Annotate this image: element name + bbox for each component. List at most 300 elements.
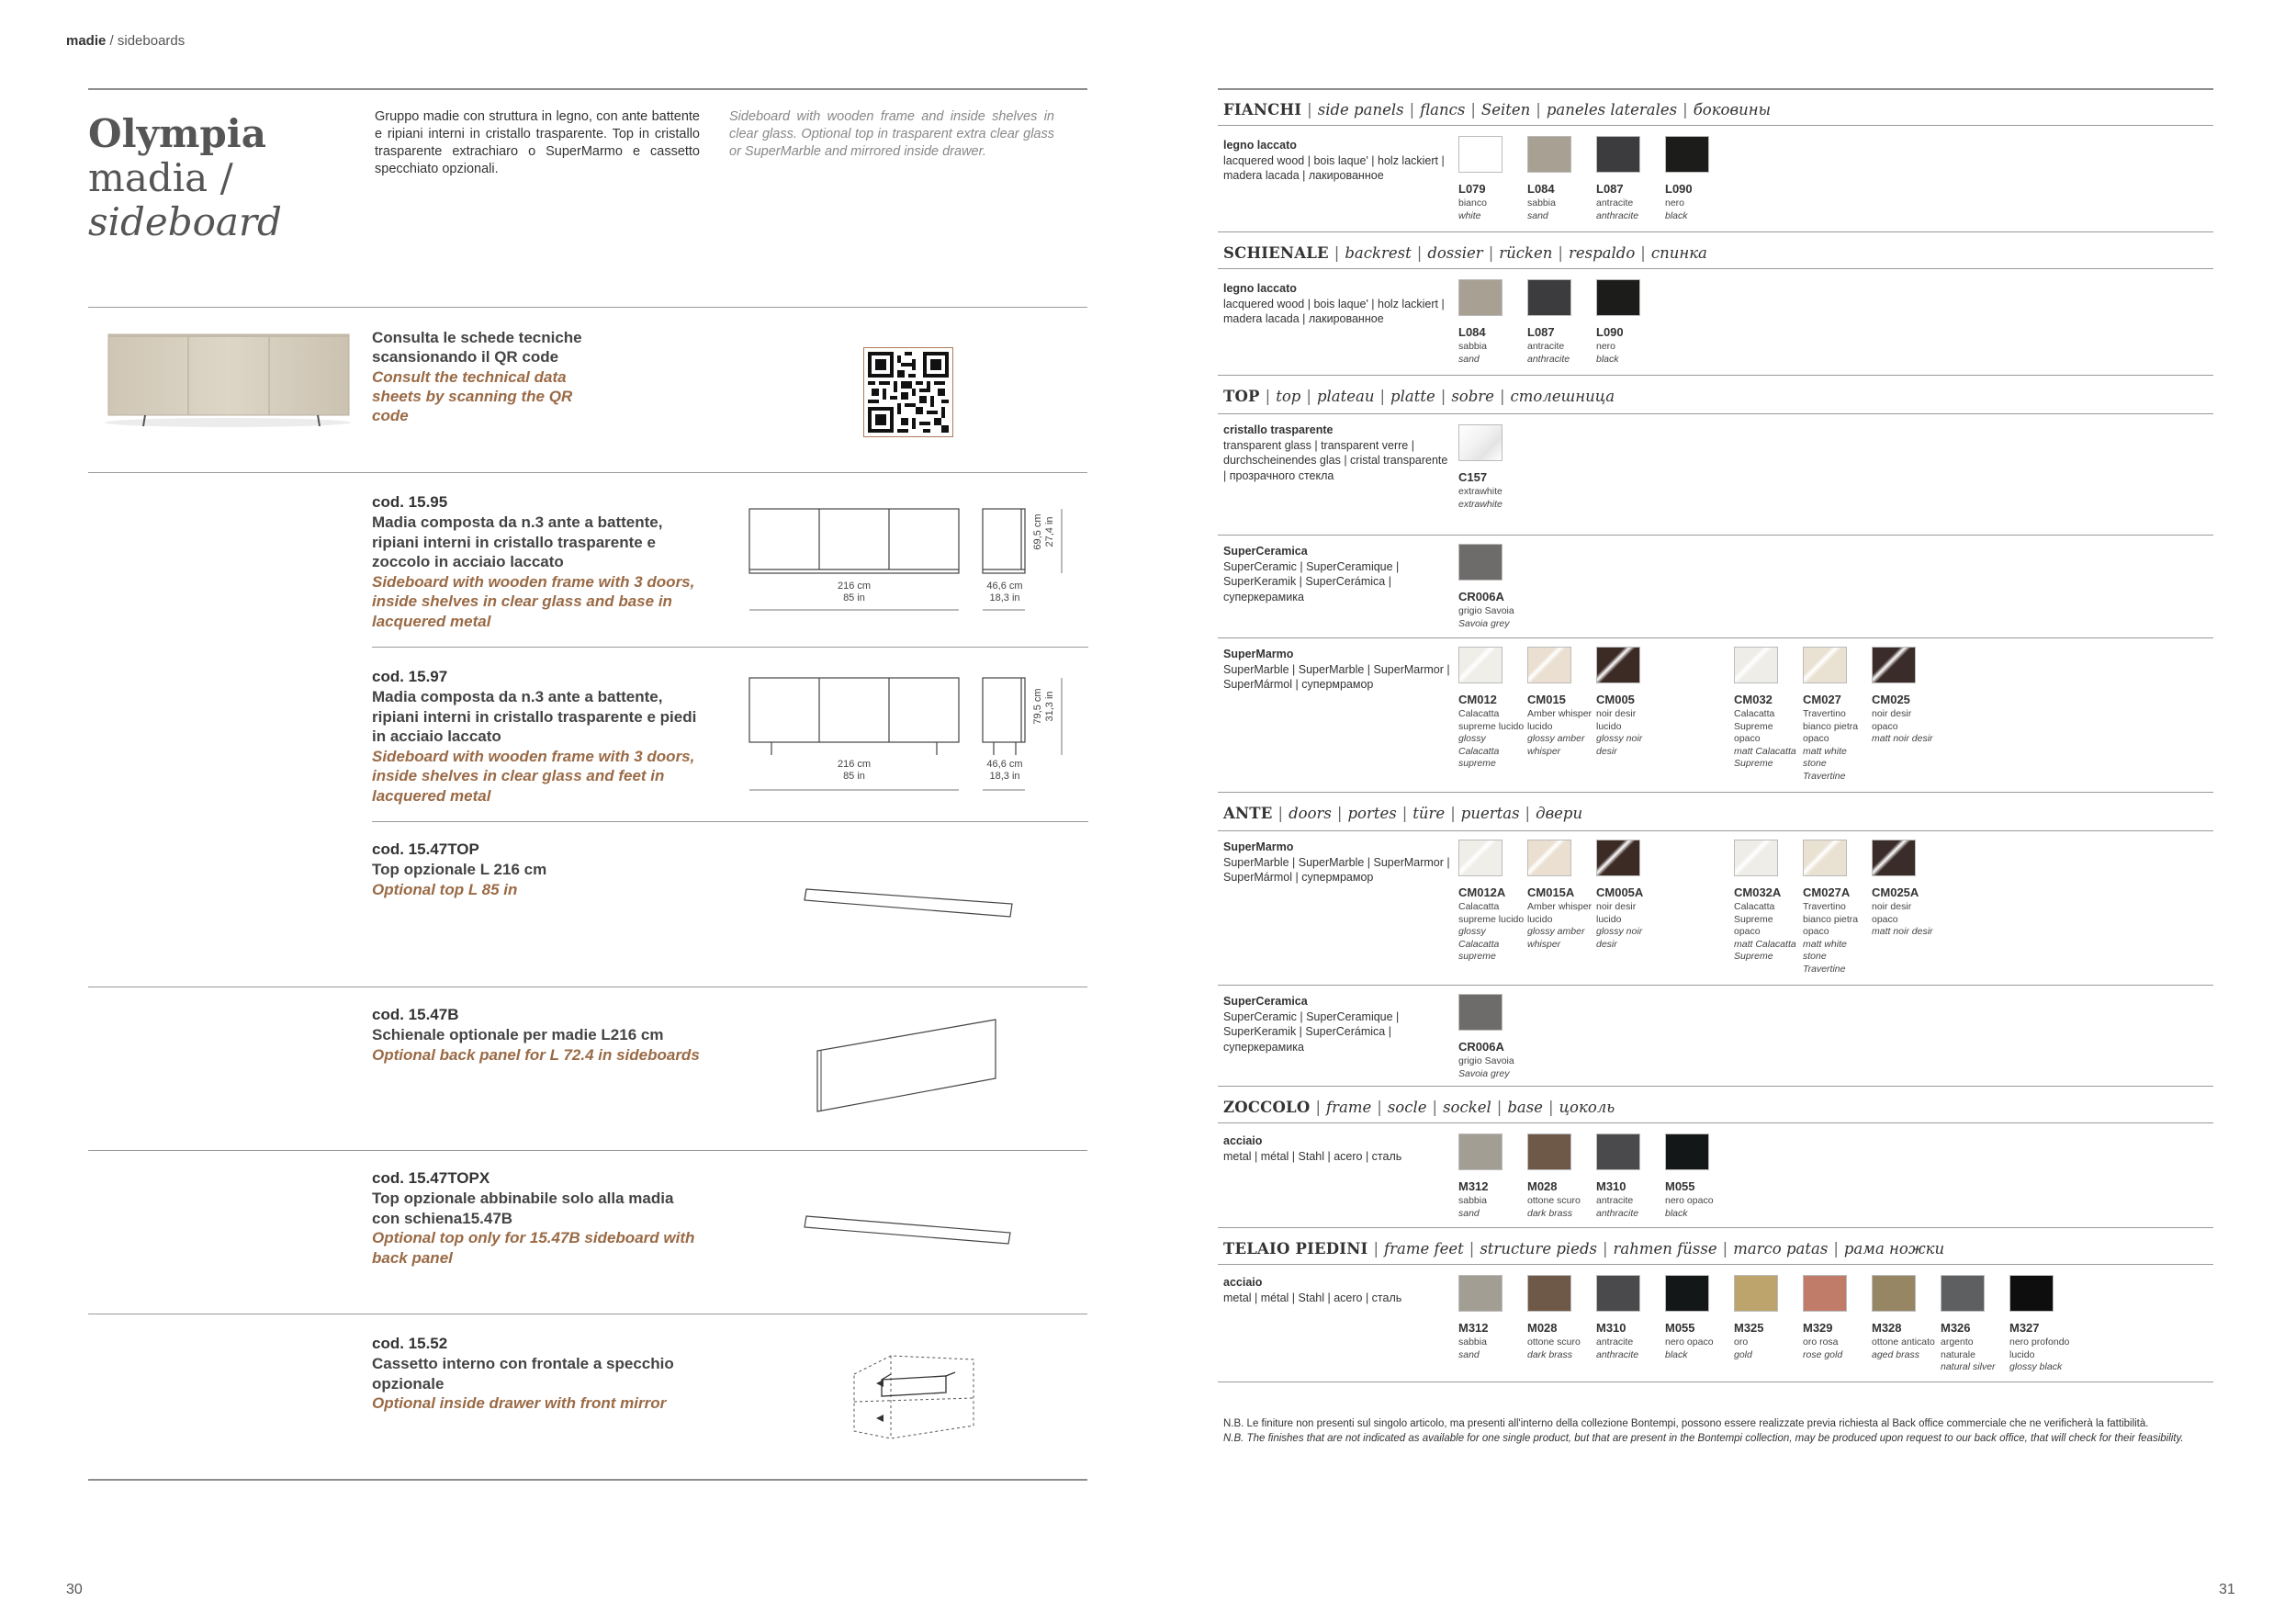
- finish-label: [1596, 901, 1662, 951]
- product-code: cod. 15.52: [372, 1335, 448, 1352]
- finish-label: [1803, 901, 1869, 976]
- finish-label: [1872, 708, 1938, 746]
- qr-caption-italian: Consulta le schede tecniche scansionando il QR code: [372, 329, 582, 366]
- finish-swatch-cm025[interactable]: [1872, 647, 1916, 683]
- material-acciaio: [1223, 1275, 1453, 1305]
- finish-label: [1665, 197, 1731, 222]
- finish-label-italian: sabbia: [1527, 197, 1556, 209]
- dim-depth-in: 18,3 in: [989, 771, 1020, 782]
- product-item-1547topx: [372, 1168, 703, 1268]
- finish-code: CM025A: [1872, 885, 1919, 899]
- section-title-es: marco patas: [1733, 1240, 1829, 1257]
- finish-label-english: matt noir desir: [1872, 926, 1933, 937]
- finish-code: L090: [1665, 182, 1693, 196]
- dim-height-in: 27,4 in: [1044, 516, 1055, 547]
- finish-label: [1527, 901, 1593, 951]
- section-divider: [1218, 1227, 2213, 1228]
- drawing-top-panel: [799, 882, 1019, 924]
- material-name: acciaio: [1223, 1134, 1263, 1147]
- finish-code: M312: [1458, 1321, 1489, 1335]
- finish-swatch-m328[interactable]: [1872, 1275, 1916, 1312]
- finish-code: CM012: [1458, 693, 1497, 706]
- finish-code: CM032: [1734, 693, 1773, 706]
- finish-code: M028: [1527, 1321, 1558, 1335]
- finish-code: L087: [1596, 182, 1624, 196]
- material-name: legno laccato: [1223, 282, 1297, 295]
- product-description: Madia composta da n.3 ante a battente, ripiani interni in cristallo trasparente e zoccolo in acciaio laccato: [372, 513, 663, 570]
- material-translations: SuperMarble | SuperMarble | SuperMarmor | SuperMármol | супермрамор: [1223, 855, 1450, 884]
- product-description: Cassetto interno con frontale a specchio opzionale: [372, 1355, 674, 1393]
- finish-swatch-m055[interactable]: [1665, 1133, 1709, 1170]
- qr-code-icon: [868, 352, 949, 433]
- product-description-english: Sideboard with wooden frame with 3 doors, inside shelves in clear glass and feet in lacquered metal: [372, 747, 695, 805]
- finish-label-english: anthracite: [1596, 1348, 1639, 1360]
- section-divider: [88, 472, 1087, 473]
- finish-label-english: matt Calacatta Supreme: [1734, 745, 1796, 769]
- section-title-fr: portes: [1347, 805, 1397, 822]
- section-title-fianchi: FIANCHI | side panels | flancs | Seiten | paneles laterales | боковины: [1223, 101, 1772, 118]
- page-number-right: 31: [2219, 1582, 2235, 1597]
- section-divider: [1218, 1264, 2213, 1265]
- finish-label-italian: ottone anticato: [1872, 1336, 1935, 1348]
- section-title-main: TOP: [1223, 388, 1260, 405]
- section-title-en: top: [1276, 388, 1301, 405]
- material-translations: metal | métal | Stahl | acero | сталь: [1223, 1291, 1402, 1304]
- finish-swatch-cm012a[interactable]: [1458, 840, 1503, 876]
- finish-swatch-cm032a[interactable]: [1734, 840, 1778, 876]
- finish-swatch-l090[interactable]: [1665, 136, 1709, 173]
- section-title-es: puertas: [1460, 805, 1520, 822]
- section-title-es: respaldo: [1568, 244, 1636, 262]
- section-divider: [1218, 985, 2213, 986]
- product-item-1597: [372, 667, 703, 806]
- finish-label-italian: grigio Savoia: [1458, 605, 1514, 616]
- finish-label-english: glossy black: [2009, 1361, 2063, 1372]
- finish-label: [1803, 1336, 1869, 1361]
- finish-label-italian: ottone scuro: [1527, 1195, 1581, 1206]
- finish-label-italian: Amber whisper lucido: [1527, 708, 1593, 732]
- finish-swatch-m310[interactable]: [1596, 1275, 1640, 1312]
- sideboard-photo: [101, 327, 355, 430]
- finish-label-italian: nero profondo lucido: [2009, 1336, 2070, 1360]
- material-name: SuperMarmo: [1223, 840, 1294, 853]
- finish-label: [1596, 197, 1662, 222]
- intro-italian: Gruppo madie con struttura in legno, con ante battente e ripiani interni in cristallo trasparente. Top in cristallo trasparente extrachiaro o SuperMarmo e cassetto specchiato opzionali.: [375, 109, 700, 176]
- page-number-left: 30: [66, 1582, 83, 1597]
- finish-label-english: glossy amber whisper: [1527, 733, 1585, 757]
- dim-height-cm: 79,5 cm: [1032, 688, 1043, 725]
- finish-swatch-cm012[interactable]: [1458, 647, 1503, 683]
- qr-code[interactable]: [863, 347, 953, 437]
- finish-label-italian: noir desir lucido: [1596, 901, 1637, 925]
- dim-depth-1597: [977, 759, 1032, 783]
- finish-swatch-cm027[interactable]: [1803, 647, 1847, 683]
- finish-code: L087: [1527, 325, 1555, 339]
- finish-label: [1872, 901, 1938, 939]
- dim-depth-in: 18,3 in: [989, 592, 1020, 603]
- finish-label-english: aged brass: [1872, 1348, 1919, 1360]
- finish-label-english: anthracite: [1527, 353, 1570, 365]
- finish-swatch-cm025a[interactable]: [1872, 840, 1916, 876]
- finish-swatch-cm015a[interactable]: [1527, 840, 1571, 876]
- section-title-ru: спинка: [1650, 244, 1707, 262]
- dim-height-in: 31,3 in: [1044, 691, 1055, 722]
- section-title-ante: ANTE | doors | portes | türe | puertas | двери: [1223, 805, 1583, 822]
- finish-code: CM012A: [1458, 885, 1506, 899]
- section-title-zoccolo: ZOCCOLO | frame | socle | sockel | base | цоколь: [1223, 1099, 1615, 1116]
- finish-label-italian: nero opaco: [1665, 1336, 1714, 1348]
- finish-code: C157: [1458, 470, 1488, 484]
- bottom-divider: [88, 1479, 1087, 1481]
- finish-code: CM005A: [1596, 885, 1644, 899]
- section-title-top: TOP | top | plateau | platte | sobre | столешница: [1223, 388, 1615, 405]
- section-divider: [1218, 375, 2213, 376]
- finish-code: CM032A: [1734, 885, 1782, 899]
- product-description: Top opzionale L 216 cm: [372, 861, 547, 878]
- finish-swatch-cm032[interactable]: [1734, 647, 1778, 683]
- finish-label-english: glossy Calacatta supreme: [1458, 733, 1500, 769]
- finish-label-english: anthracite: [1596, 209, 1639, 221]
- finish-code: M055: [1665, 1321, 1695, 1335]
- page-title: [88, 112, 282, 244]
- finish-label-english: matt noir desir: [1872, 733, 1933, 744]
- section-title-de: rücken: [1499, 244, 1553, 262]
- finish-label-english: Savoia grey: [1458, 617, 1510, 629]
- dim-width-cm: 216 cm: [837, 759, 872, 770]
- section-title-fr: dossier: [1427, 244, 1483, 262]
- finish-label-italian: sabbia: [1458, 1336, 1487, 1348]
- product-code: cod. 15.97: [372, 668, 448, 685]
- breadcrumb: [66, 33, 185, 49]
- section-title-es: paneles laterales: [1546, 101, 1678, 118]
- finish-label: [1734, 901, 1800, 964]
- finish-code: L079: [1458, 182, 1486, 196]
- finish-label-italian: Travertino bianco pietra opaco: [1803, 901, 1859, 937]
- footnote-english: N.B. The finishes that are not indicated as available for one single product, but that are present in the Bontempi collection, may be produced upon request to our back office, that will check for their feasibility.: [1223, 1433, 2184, 1444]
- finish-label-italian: bianco: [1458, 197, 1487, 209]
- finish-label: [1527, 341, 1593, 366]
- finish-label: [1458, 1336, 1525, 1361]
- section-title-de: rahmen füsse: [1613, 1240, 1717, 1257]
- drawing-top-panel-x: [799, 1211, 1019, 1251]
- finish-label-english: sand: [1458, 353, 1480, 365]
- finish-label-italian: extrawhite: [1458, 486, 1503, 497]
- finish-code: M310: [1596, 1321, 1626, 1335]
- finish-code: M327: [2009, 1321, 2040, 1335]
- finish-swatch-l079[interactable]: [1458, 136, 1503, 173]
- section-title-ru: двери: [1536, 805, 1583, 822]
- finish-code: L090: [1596, 325, 1624, 339]
- finish-swatch-m327[interactable]: [2009, 1275, 2054, 1312]
- finish-label-english: sand: [1458, 1207, 1480, 1219]
- section-title-en: doors: [1289, 805, 1332, 822]
- dim-height-1597: [1032, 674, 1056, 739]
- section-divider: [1218, 535, 2213, 536]
- finish-code: M326: [1941, 1321, 1971, 1335]
- dim-height-cm: 69,5 cm: [1032, 513, 1043, 550]
- section-divider: [1218, 1122, 2213, 1123]
- title-line-2: madia /: [88, 155, 233, 200]
- intro-english: Sideboard with wooden frame and inside shelves in clear glass. Optional top in trasparent extra clear glass or SuperMarble and mirrored inside drawer.: [729, 109, 1054, 159]
- section-title-en: side panels: [1317, 101, 1404, 118]
- finish-label-english: glossy noir desir: [1596, 926, 1643, 950]
- material-name: acciaio: [1223, 1276, 1263, 1289]
- finish-swatch-l084[interactable]: [1458, 279, 1503, 316]
- section-title-main: SCHIENALE: [1223, 244, 1329, 262]
- section-divider: [1218, 1086, 2213, 1087]
- section-title-en: frame: [1326, 1099, 1372, 1116]
- material-name: cristallo trasparente: [1223, 423, 1334, 436]
- material-superceramica: [1223, 994, 1453, 1054]
- finish-label-italian: sabbia: [1458, 1195, 1487, 1206]
- finish-label: [1458, 1195, 1525, 1220]
- finish-label-english: dark brass: [1527, 1207, 1573, 1219]
- section-title-ru: боковины: [1693, 101, 1772, 118]
- finish-label: [2009, 1336, 2076, 1374]
- section-divider: [1218, 268, 2213, 269]
- material-translations: SuperCeramic | SuperCeramique | SuperKeramik | SuperCerámica | суперкерамика: [1223, 1009, 1400, 1054]
- dim-width-in: 85 in: [843, 592, 865, 603]
- finish-swatch-l090[interactable]: [1596, 279, 1640, 316]
- finish-label-italian: argento naturale: [1941, 1336, 1975, 1360]
- section-title-de: Seiten: [1480, 101, 1531, 118]
- finish-label-italian: antracite: [1596, 1336, 1634, 1348]
- finish-label-italian: Travertino bianco pietra opaco: [1803, 708, 1859, 744]
- material-legno-laccato: [1223, 138, 1453, 184]
- finish-label-italian: Amber whisper lucido: [1527, 901, 1593, 925]
- finish-swatch-m028[interactable]: [1527, 1133, 1571, 1170]
- material-acciaio: [1223, 1133, 1453, 1164]
- product-item-1547b: [372, 1005, 703, 1065]
- finish-label: [1458, 605, 1525, 630]
- finish-code: CM025: [1872, 693, 1910, 706]
- section-title-main: TELAIO PIEDINI: [1223, 1240, 1368, 1257]
- section-title-es: sobre: [1451, 388, 1494, 405]
- finish-label: [1527, 708, 1593, 758]
- finish-swatch-m055[interactable]: [1665, 1275, 1709, 1312]
- breadcrumb-subcategory: / sideboards: [106, 33, 186, 49]
- finish-label-english: matt white stone Travertine: [1803, 938, 1847, 975]
- section-title-ru: рама ножки: [1843, 1240, 1945, 1257]
- finish-label: [1596, 341, 1662, 366]
- finish-code: CM015A: [1527, 885, 1575, 899]
- finish-label: [1527, 1195, 1593, 1220]
- finish-code: CM015: [1527, 693, 1566, 706]
- material-translations: lacquered wood | bois laque' | holz lackiert | madera lacada | лакированное: [1223, 153, 1445, 182]
- finish-label: [1941, 1336, 2007, 1374]
- finish-label-italian: Calacatta Supreme opaco: [1734, 901, 1775, 937]
- product-description-english: Optional back panel for L 72.4 in sideboards: [372, 1045, 700, 1064]
- section-divider: [1218, 792, 2213, 793]
- finish-code: M312: [1458, 1179, 1489, 1193]
- dim-height-1595: [1032, 500, 1056, 564]
- section-title-en: backrest: [1345, 244, 1412, 262]
- product-description: Madia composta da n.3 ante a battente, ripiani interni in cristallo trasparente e piedi in acciaio laccato: [372, 688, 697, 745]
- product-item-1595: [372, 492, 703, 631]
- finish-label-english: anthracite: [1596, 1207, 1639, 1219]
- dim-width-1595: [808, 581, 900, 604]
- material-translations: SuperCeramic | SuperCeramique | SuperKeramik | SuperCerámica | суперкерамика: [1223, 559, 1400, 603]
- finish-label: [1527, 197, 1593, 222]
- finish-label-italian: noir desir opaco: [1872, 901, 1912, 925]
- finish-swatch-l084[interactable]: [1527, 136, 1571, 173]
- finish-code: L084: [1458, 325, 1486, 339]
- item-divider: [88, 1150, 1087, 1151]
- finish-label-italian: nero: [1665, 197, 1685, 209]
- finish-code: CM005: [1596, 693, 1635, 706]
- finish-label-english: glossy Calacatta supreme: [1458, 926, 1500, 962]
- product-description-english: Optional top only for 15.47B sideboard with back panel: [372, 1229, 695, 1267]
- finish-label: [1458, 1055, 1525, 1080]
- finish-label: [1458, 901, 1525, 964]
- section-divider: [1218, 413, 2213, 414]
- finish-label-italian: nero: [1596, 341, 1616, 352]
- product-description-english: Sideboard with wooden frame with 3 doors, inside shelves in clear glass and base in lacquered metal: [372, 572, 695, 630]
- material-name: SuperCeramica: [1223, 995, 1308, 1008]
- finish-label: [1527, 1336, 1593, 1361]
- finish-label-english: black: [1665, 1348, 1688, 1360]
- finish-label: [1458, 197, 1525, 222]
- finish-label: [1596, 708, 1662, 758]
- dim-depth-1595: [977, 581, 1032, 604]
- material-translations: metal | métal | Stahl | acero | сталь: [1223, 1149, 1402, 1163]
- finish-swatch-m326[interactable]: [1941, 1275, 1985, 1312]
- breadcrumb-category[interactable]: madie: [66, 33, 107, 49]
- finish-label-italian: oro: [1734, 1336, 1749, 1348]
- footnote-italian: N.B. Le finiture non presenti sul singolo articolo, ma presenti all'interno della collezione Bontempi, possono essere realizzate previa richiesta al Back office commerciale che ne verificherà la fattibilità.: [1223, 1418, 2149, 1429]
- finish-label: [1665, 1195, 1731, 1220]
- finish-label-italian: Calacatta supreme lucido: [1458, 708, 1525, 732]
- finish-swatch-m028[interactable]: [1527, 1275, 1571, 1312]
- material-translations: SuperMarble | SuperMarble | SuperMarmor | SuperMármol | супермрамор: [1223, 662, 1450, 691]
- finish-label: [1803, 708, 1869, 783]
- section-divider: [1218, 125, 2213, 126]
- section-title-de: platte: [1390, 388, 1435, 405]
- finish-swatch-l087[interactable]: [1596, 136, 1640, 173]
- finish-label-italian: grigio Savoia: [1458, 1055, 1514, 1066]
- finish-label-english: extrawhite: [1458, 498, 1503, 510]
- finish-swatch-cr006a[interactable]: [1458, 544, 1503, 581]
- top-divider: [88, 88, 1087, 90]
- section-title-ru: столешница: [1510, 388, 1615, 405]
- dim-width-cm: 216 cm: [837, 581, 872, 592]
- finish-label-italian: antracite: [1596, 1195, 1634, 1206]
- finish-label: [1872, 1336, 1938, 1361]
- finish-swatch-m310[interactable]: [1596, 1133, 1640, 1170]
- finish-label-italian: oro rosa: [1803, 1336, 1839, 1348]
- product-description-english: Optional inside drawer with front mirror: [372, 1394, 667, 1412]
- section-title-fr: flancs: [1420, 101, 1466, 118]
- item-divider: [372, 647, 1088, 648]
- section-divider: [1218, 231, 2213, 232]
- finish-label-english: gold: [1734, 1348, 1752, 1360]
- finish-swatch-cm015[interactable]: [1527, 647, 1571, 683]
- finish-swatch-m329[interactable]: [1803, 1275, 1847, 1312]
- title-line-3: sideboard: [88, 199, 282, 244]
- finish-swatch-m312[interactable]: [1458, 1133, 1503, 1170]
- finish-label-english: natural silver: [1941, 1361, 1996, 1372]
- finish-code: M325: [1734, 1321, 1764, 1335]
- dim-depth-cm: 46,6 cm: [986, 581, 1023, 592]
- material-legno-laccato: [1223, 281, 1453, 327]
- section-title-fr: plateau: [1316, 388, 1375, 405]
- qr-caption-english: Consult the technical data sheets by scanning the QR code: [372, 368, 573, 424]
- drawing-back-panel: [812, 1014, 1005, 1117]
- finish-label-english: white: [1458, 209, 1481, 221]
- finish-label-italian: noir desir opaco: [1872, 708, 1912, 732]
- finish-label: [1458, 708, 1525, 771]
- finish-label: [1734, 708, 1800, 771]
- finish-label-italian: Calacatta supreme lucido: [1458, 901, 1525, 925]
- product-item-1547top: [372, 840, 703, 899]
- material-supermarmo: [1223, 840, 1453, 885]
- finish-label-italian: noir desir lucido: [1596, 708, 1637, 732]
- finish-code: M055: [1665, 1179, 1695, 1193]
- finish-code: L084: [1527, 182, 1555, 196]
- finish-label: [1458, 486, 1525, 511]
- finish-label: [1596, 1195, 1662, 1220]
- dim-width-1597: [808, 759, 900, 783]
- section-title-ru: цоколь: [1559, 1099, 1615, 1116]
- finish-label-english: Savoia grey: [1458, 1067, 1510, 1079]
- material-translations: lacquered wood | bois laque' | holz lackiert | madera lacada | лакированное: [1223, 297, 1445, 325]
- finish-code: CM027A: [1803, 885, 1851, 899]
- item-divider: [372, 821, 1088, 822]
- finish-label-english: black: [1665, 209, 1688, 221]
- finish-label-italian: ottone scuro: [1527, 1336, 1581, 1348]
- finish-code: M329: [1803, 1321, 1833, 1335]
- finish-label-english: matt white stone Travertine: [1803, 745, 1847, 782]
- section-title-schienale: SCHIENALE | backrest | dossier | rücken | respaldo | спинка: [1223, 244, 1707, 262]
- product-code: cod. 15.47TOP: [372, 840, 479, 858]
- finish-label-italian: antracite: [1596, 197, 1634, 209]
- finish-label: [1458, 341, 1525, 366]
- finish-label: [1596, 1336, 1662, 1361]
- product-code: cod. 15.95: [372, 493, 448, 511]
- finish-swatch-m325[interactable]: [1734, 1275, 1778, 1312]
- finish-code: CR006A: [1458, 590, 1504, 603]
- finish-label-italian: Calacatta Supreme opaco: [1734, 708, 1775, 744]
- section-title-main: FIANCHI: [1223, 101, 1302, 118]
- finish-swatch-cm005[interactable]: [1596, 647, 1640, 683]
- finish-swatch-cm005a[interactable]: [1596, 840, 1640, 876]
- product-item-1552: [372, 1334, 703, 1414]
- dim-depth-cm: 46,6 cm: [986, 759, 1023, 770]
- product-code: cod. 15.47TOPX: [372, 1169, 490, 1187]
- finish-label: [1734, 1336, 1800, 1361]
- product-description: Schienale optionale per madie L216 cm: [372, 1026, 664, 1043]
- product-description: Top opzionale abbinabile solo alla madia con schiena15.47B: [372, 1190, 674, 1227]
- finish-swatch-m312[interactable]: [1458, 1275, 1503, 1312]
- material-translations: transparent glass | transparent verre | durchscheinendes glas | cristal transparente | прозрачного стекла: [1223, 438, 1448, 482]
- section-divider: [1218, 830, 2213, 831]
- finish-code: CM027: [1803, 693, 1841, 706]
- finish-swatch-cr006a[interactable]: [1458, 994, 1503, 1031]
- finish-code: M028: [1527, 1179, 1558, 1193]
- dim-width-in: 85 in: [843, 771, 865, 782]
- finish-label-english: glossy amber whisper: [1527, 926, 1585, 950]
- finish-swatch-l087[interactable]: [1527, 279, 1571, 316]
- finish-swatch-cm027a[interactable]: [1803, 840, 1847, 876]
- material-name: legno laccato: [1223, 139, 1297, 152]
- material-name: SuperCeramica: [1223, 545, 1308, 558]
- section-title-telaio: TELAIO PIEDINI | frame feet | structure pieds | rahmen füsse | marco patas | рама ножки: [1223, 1240, 1945, 1257]
- section-title-de: sockel: [1443, 1099, 1491, 1116]
- title-line-1: Olympia: [88, 111, 266, 156]
- finish-swatch-c157[interactable]: [1458, 424, 1503, 461]
- finish-label-english: black: [1596, 353, 1619, 365]
- finish-label-english: matt Calacatta Supreme: [1734, 938, 1796, 962]
